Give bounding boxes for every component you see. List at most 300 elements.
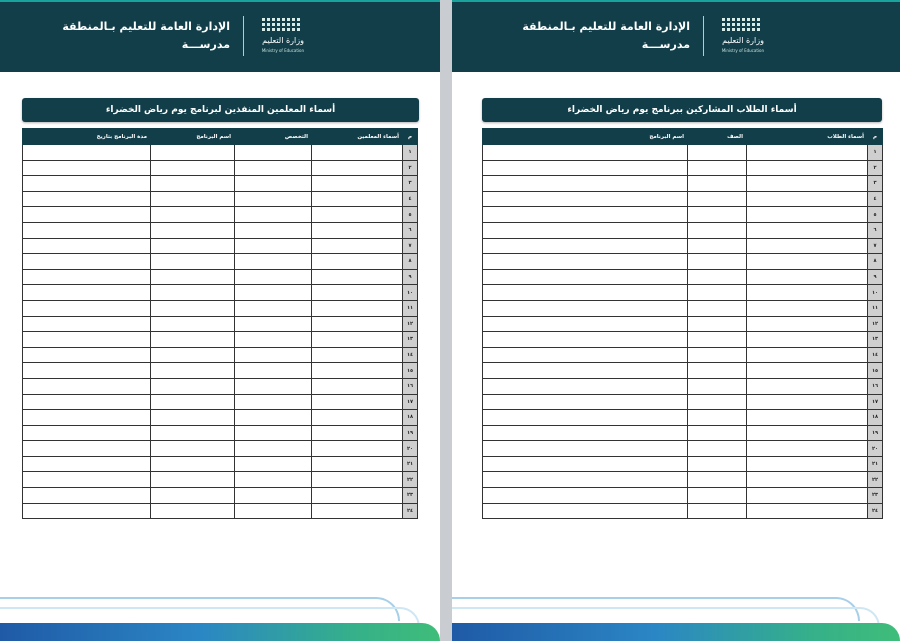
logo-dot — [287, 28, 290, 31]
table-row — [23, 207, 418, 223]
row-number: ٤ — [868, 191, 883, 207]
table-cell[interactable] — [688, 300, 747, 316]
logo-dot — [742, 23, 745, 26]
table-cell[interactable] — [312, 160, 403, 176]
table-cell[interactable] — [483, 363, 688, 379]
table-cell[interactable] — [747, 503, 868, 519]
logo-dot — [722, 23, 725, 26]
table-row — [23, 488, 418, 504]
table-cell[interactable] — [688, 488, 747, 504]
table-row — [23, 456, 418, 472]
table-row — [483, 394, 883, 410]
logo-dot — [752, 23, 755, 26]
table-cell[interactable] — [23, 316, 151, 332]
logo-dot — [277, 28, 280, 31]
footer-bar — [0, 623, 440, 641]
table-cell[interactable] — [747, 238, 868, 254]
table-cell[interactable] — [312, 145, 403, 161]
table-cell[interactable] — [23, 254, 151, 270]
row-number: ١٥ — [868, 363, 883, 379]
column-header-number: م — [868, 129, 883, 145]
header-directorate: الإدارة العامة للتعليم بـالمنطقة — [62, 20, 230, 33]
table-row — [23, 441, 418, 457]
table-row — [483, 238, 883, 254]
table-cell[interactable] — [23, 145, 151, 161]
header-accent-line — [452, 0, 900, 2]
logo-dot — [732, 18, 735, 21]
header-school: مدرســـة — [181, 38, 230, 51]
table-row — [483, 472, 883, 488]
table-row — [483, 269, 883, 285]
page-title: أسماء الطلاب المشاركين ببرنامج يوم رياض الخضراء — [482, 98, 882, 122]
table-cell[interactable] — [235, 347, 312, 363]
table-row — [483, 378, 883, 394]
table-row — [483, 145, 883, 161]
logo-dot — [272, 18, 275, 21]
table-cell[interactable] — [23, 300, 151, 316]
table-row — [23, 363, 418, 379]
table-cell[interactable] — [235, 363, 312, 379]
table-cell[interactable] — [23, 160, 151, 176]
table-cell[interactable] — [23, 332, 151, 348]
table-cell[interactable] — [688, 254, 747, 270]
row-number: ٦ — [403, 222, 418, 238]
table-cell[interactable] — [151, 503, 235, 519]
row-number: ١٣ — [868, 332, 883, 348]
header-text — [522, 20, 690, 52]
table-cell[interactable] — [688, 176, 747, 192]
table-cell[interactable] — [312, 410, 403, 426]
logo-dot — [747, 28, 750, 31]
table-cell[interactable] — [688, 332, 747, 348]
row-number: ١٨ — [868, 410, 883, 426]
table-cell[interactable] — [151, 378, 235, 394]
logo-dot — [757, 18, 760, 21]
table-cell[interactable] — [483, 332, 688, 348]
table-cell[interactable] — [747, 176, 868, 192]
table-row — [483, 410, 883, 426]
table-cell[interactable] — [483, 410, 688, 426]
table-cell[interactable] — [151, 441, 235, 457]
row-number: ٢٤ — [403, 503, 418, 519]
table-cell[interactable] — [688, 238, 747, 254]
table-cell[interactable] — [235, 160, 312, 176]
table-cell[interactable] — [23, 176, 151, 192]
table-cell[interactable] — [483, 456, 688, 472]
logo-dot — [282, 18, 285, 21]
logo-dot — [757, 23, 760, 26]
table-cell[interactable] — [688, 456, 747, 472]
table-cell[interactable] — [747, 488, 868, 504]
row-number: ١١ — [868, 300, 883, 316]
table-cell[interactable] — [483, 394, 688, 410]
logo-english-text: Ministry of Education — [261, 48, 304, 53]
logo-dot — [262, 18, 265, 21]
row-number: ٣ — [403, 176, 418, 192]
row-number: ١١ — [403, 300, 418, 316]
table-cell[interactable] — [747, 145, 868, 161]
table-cell[interactable] — [235, 425, 312, 441]
table-cell[interactable] — [747, 207, 868, 223]
teachers-page — [0, 0, 440, 641]
table-cell[interactable] — [312, 472, 403, 488]
teachers-table-body — [23, 145, 418, 519]
table-cell[interactable] — [235, 503, 312, 519]
table-cell[interactable] — [747, 425, 868, 441]
table-cell[interactable] — [747, 394, 868, 410]
table-row — [483, 347, 883, 363]
table-cell[interactable] — [483, 238, 688, 254]
page-title: أسماء المعلمين المنفذين لبرنامج يوم رياض الخضراء — [22, 98, 419, 122]
logo-dot — [747, 23, 750, 26]
table-cell[interactable] — [747, 222, 868, 238]
table-cell[interactable] — [151, 316, 235, 332]
table-cell[interactable] — [151, 332, 235, 348]
table-cell[interactable] — [23, 441, 151, 457]
row-number: ٩ — [403, 269, 418, 285]
row-number: ١٤ — [403, 347, 418, 363]
header-divider — [703, 16, 704, 56]
table-row — [483, 191, 883, 207]
table-cell[interactable] — [483, 441, 688, 457]
row-number: ٢٠ — [403, 441, 418, 457]
table-cell[interactable] — [151, 425, 235, 441]
table-cell[interactable] — [235, 222, 312, 238]
table-cell[interactable] — [151, 394, 235, 410]
table-cell[interactable] — [235, 238, 312, 254]
table-cell[interactable] — [235, 488, 312, 504]
table-cell[interactable] — [483, 160, 688, 176]
table-cell[interactable] — [483, 300, 688, 316]
table-cell[interactable] — [312, 316, 403, 332]
logo-dots-icon — [262, 18, 302, 32]
header-directorate: الإدارة العامة للتعليم بـالمنطقة — [522, 20, 690, 33]
table-cell[interactable] — [23, 238, 151, 254]
table-cell[interactable] — [23, 410, 151, 426]
table-row — [23, 503, 418, 519]
logo-dot — [737, 18, 740, 21]
table-cell[interactable] — [235, 285, 312, 301]
column-header-grade: الصف — [688, 129, 747, 145]
table-cell[interactable] — [312, 503, 403, 519]
table-cell[interactable] — [483, 378, 688, 394]
table-row — [483, 441, 883, 457]
table-cell[interactable] — [151, 347, 235, 363]
logo-dot — [727, 18, 730, 21]
table-cell[interactable] — [483, 472, 688, 488]
table-cell[interactable] — [235, 441, 312, 457]
table-cell[interactable] — [747, 363, 868, 379]
table-cell[interactable] — [235, 456, 312, 472]
table-cell[interactable] — [151, 207, 235, 223]
table-cell[interactable] — [151, 238, 235, 254]
table-cell[interactable] — [688, 160, 747, 176]
row-number: ١٥ — [403, 363, 418, 379]
table-cell[interactable] — [688, 347, 747, 363]
table-cell[interactable] — [312, 378, 403, 394]
table-cell[interactable] — [23, 425, 151, 441]
table-row — [23, 176, 418, 192]
row-number: ١٢ — [868, 316, 883, 332]
row-number: ١٧ — [403, 394, 418, 410]
table-cell[interactable] — [483, 285, 688, 301]
row-number: ٤ — [403, 191, 418, 207]
table-cell[interactable] — [688, 145, 747, 161]
table-cell[interactable] — [688, 472, 747, 488]
table-cell[interactable] — [312, 176, 403, 192]
table-cell[interactable] — [483, 503, 688, 519]
table-cell[interactable] — [235, 300, 312, 316]
students-page — [452, 0, 900, 641]
logo-dot — [267, 23, 270, 26]
table-cell[interactable] — [688, 269, 747, 285]
logo-dot — [277, 18, 280, 21]
table-cell[interactable] — [23, 456, 151, 472]
column-header-teacher-names: أسماء المعلمين — [312, 129, 403, 145]
table-cell[interactable] — [312, 207, 403, 223]
logo-dot — [272, 28, 275, 31]
logo-dot — [272, 23, 275, 26]
table-row — [483, 300, 883, 316]
table-cell[interactable] — [688, 425, 747, 441]
table-cell[interactable] — [151, 410, 235, 426]
table-cell[interactable] — [312, 191, 403, 207]
table-row — [483, 332, 883, 348]
table-row — [483, 160, 883, 176]
table-row — [23, 145, 418, 161]
table-cell[interactable] — [312, 332, 403, 348]
table-cell[interactable] — [688, 503, 747, 519]
table-cell[interactable] — [235, 145, 312, 161]
header-text — [62, 20, 230, 52]
table-cell[interactable] — [23, 363, 151, 379]
row-number: ٢١ — [403, 456, 418, 472]
row-number: ٣ — [868, 176, 883, 192]
table-cell[interactable] — [23, 285, 151, 301]
header-accent-line — [0, 0, 440, 2]
column-header-student-names: أسماء الطلاب — [747, 129, 868, 145]
row-number: ٢ — [403, 160, 418, 176]
table-cell[interactable] — [312, 285, 403, 301]
table-cell[interactable] — [747, 300, 868, 316]
table-cell[interactable] — [235, 207, 312, 223]
table-row — [23, 347, 418, 363]
table-cell[interactable] — [312, 238, 403, 254]
table-row — [23, 285, 418, 301]
table-cell[interactable] — [688, 191, 747, 207]
table-cell[interactable] — [483, 269, 688, 285]
table-cell[interactable] — [747, 410, 868, 426]
table-row — [23, 410, 418, 426]
table-cell[interactable] — [235, 378, 312, 394]
row-number: ٧ — [403, 238, 418, 254]
table-cell[interactable] — [151, 363, 235, 379]
table-cell[interactable] — [151, 488, 235, 504]
table-cell[interactable] — [235, 332, 312, 348]
table-cell[interactable] — [312, 488, 403, 504]
table-cell[interactable] — [688, 363, 747, 379]
table-row — [23, 269, 418, 285]
row-number: ٦ — [868, 222, 883, 238]
table-cell[interactable] — [151, 254, 235, 270]
table-cell[interactable] — [151, 456, 235, 472]
row-number: ٢٣ — [868, 488, 883, 504]
table-cell[interactable] — [151, 269, 235, 285]
table-cell[interactable] — [688, 410, 747, 426]
row-number: ١٨ — [403, 410, 418, 426]
table-cell[interactable] — [151, 472, 235, 488]
row-number: ١ — [403, 145, 418, 161]
table-row — [483, 456, 883, 472]
table-row — [23, 316, 418, 332]
table-cell[interactable] — [312, 425, 403, 441]
row-number: ١٢ — [403, 316, 418, 332]
table-cell[interactable] — [151, 300, 235, 316]
table-cell[interactable] — [688, 394, 747, 410]
table-cell[interactable] — [312, 254, 403, 270]
table-cell[interactable] — [235, 191, 312, 207]
logo-dot — [297, 23, 300, 26]
table-cell[interactable] — [23, 191, 151, 207]
row-number: ٨ — [868, 254, 883, 270]
logo-dot — [737, 23, 740, 26]
logo-english-text: Ministry of Education — [721, 48, 764, 53]
table-cell[interactable] — [688, 441, 747, 457]
table-cell[interactable] — [23, 347, 151, 363]
row-number: ١٩ — [868, 425, 883, 441]
table-row — [483, 363, 883, 379]
table-row — [23, 332, 418, 348]
table-cell[interactable] — [747, 347, 868, 363]
table-cell[interactable] — [235, 254, 312, 270]
table-cell[interactable] — [235, 472, 312, 488]
row-number: ٢٤ — [868, 503, 883, 519]
table-cell[interactable] — [688, 316, 747, 332]
logo-dot — [752, 28, 755, 31]
column-header-program-duration: مدة البرنامج بتاريخ — [23, 129, 151, 145]
table-cell[interactable] — [747, 472, 868, 488]
table-row — [23, 222, 418, 238]
table-row — [483, 316, 883, 332]
table-cell[interactable] — [151, 191, 235, 207]
table-cell[interactable] — [747, 332, 868, 348]
table-cell[interactable] — [483, 316, 688, 332]
table-cell[interactable] — [747, 191, 868, 207]
table-cell[interactable] — [151, 145, 235, 161]
logo-dot — [722, 28, 725, 31]
page-footer — [0, 595, 440, 641]
table-cell[interactable] — [23, 488, 151, 504]
table-row — [483, 488, 883, 504]
logo-dot — [262, 23, 265, 26]
logo-arabic-text: وزارة التعليم — [262, 36, 304, 45]
table-cell[interactable] — [151, 285, 235, 301]
row-number: ٢٢ — [868, 472, 883, 488]
table-cell[interactable] — [747, 269, 868, 285]
table-cell[interactable] — [688, 207, 747, 223]
table-cell[interactable] — [151, 176, 235, 192]
table-cell[interactable] — [312, 394, 403, 410]
table-cell[interactable] — [312, 456, 403, 472]
table-cell[interactable] — [747, 441, 868, 457]
table-cell[interactable] — [747, 285, 868, 301]
logo-dots-icon — [722, 18, 762, 32]
table-cell[interactable] — [483, 222, 688, 238]
table-cell[interactable] — [23, 207, 151, 223]
table-cell[interactable] — [235, 176, 312, 192]
table-cell[interactable] — [688, 222, 747, 238]
table-cell[interactable] — [23, 394, 151, 410]
header-divider — [243, 16, 244, 56]
table-cell[interactable] — [483, 488, 688, 504]
table-cell[interactable] — [235, 410, 312, 426]
table-cell[interactable] — [483, 176, 688, 192]
table-cell[interactable] — [312, 347, 403, 363]
table-cell[interactable] — [747, 160, 868, 176]
table-cell[interactable] — [688, 285, 747, 301]
logo-dot — [732, 23, 735, 26]
table-cell[interactable] — [312, 441, 403, 457]
table-cell[interactable] — [483, 347, 688, 363]
logo-dot — [292, 23, 295, 26]
table-cell[interactable] — [688, 378, 747, 394]
table-cell[interactable] — [312, 300, 403, 316]
table-cell[interactable] — [151, 160, 235, 176]
logo-dot — [742, 28, 745, 31]
table-cell[interactable] — [747, 254, 868, 270]
table-row — [23, 300, 418, 316]
table-cell[interactable] — [312, 363, 403, 379]
table-cell[interactable] — [483, 207, 688, 223]
row-number: ١٦ — [403, 378, 418, 394]
logo-dot — [267, 18, 270, 21]
table-cell[interactable] — [747, 316, 868, 332]
students-table — [482, 128, 883, 519]
table-cell[interactable] — [235, 269, 312, 285]
logo-dot — [282, 28, 285, 31]
table-cell[interactable] — [23, 503, 151, 519]
page-footer — [452, 595, 900, 641]
table-cell[interactable] — [483, 191, 688, 207]
table-row — [483, 222, 883, 238]
table-cell[interactable] — [235, 316, 312, 332]
table-row — [483, 503, 883, 519]
table-cell[interactable] — [483, 254, 688, 270]
table-cell[interactable] — [23, 378, 151, 394]
table-cell[interactable] — [747, 378, 868, 394]
table-cell[interactable] — [235, 394, 312, 410]
table-header-row — [483, 129, 883, 145]
table-cell[interactable] — [747, 456, 868, 472]
table-cell[interactable] — [23, 222, 151, 238]
table-cell[interactable] — [23, 472, 151, 488]
table-cell[interactable] — [151, 222, 235, 238]
table-row — [483, 285, 883, 301]
table-row — [483, 254, 883, 270]
table-cell[interactable] — [483, 145, 688, 161]
row-number: ٥ — [403, 207, 418, 223]
footer-bar — [452, 623, 900, 641]
table-cell[interactable] — [23, 269, 151, 285]
logo-dot — [727, 23, 730, 26]
table-cell[interactable] — [312, 222, 403, 238]
logo-dot — [292, 18, 295, 21]
logo-dot — [732, 28, 735, 31]
table-cell[interactable] — [483, 425, 688, 441]
table-cell[interactable] — [312, 269, 403, 285]
logo-dot — [267, 28, 270, 31]
logo-dot — [757, 28, 760, 31]
